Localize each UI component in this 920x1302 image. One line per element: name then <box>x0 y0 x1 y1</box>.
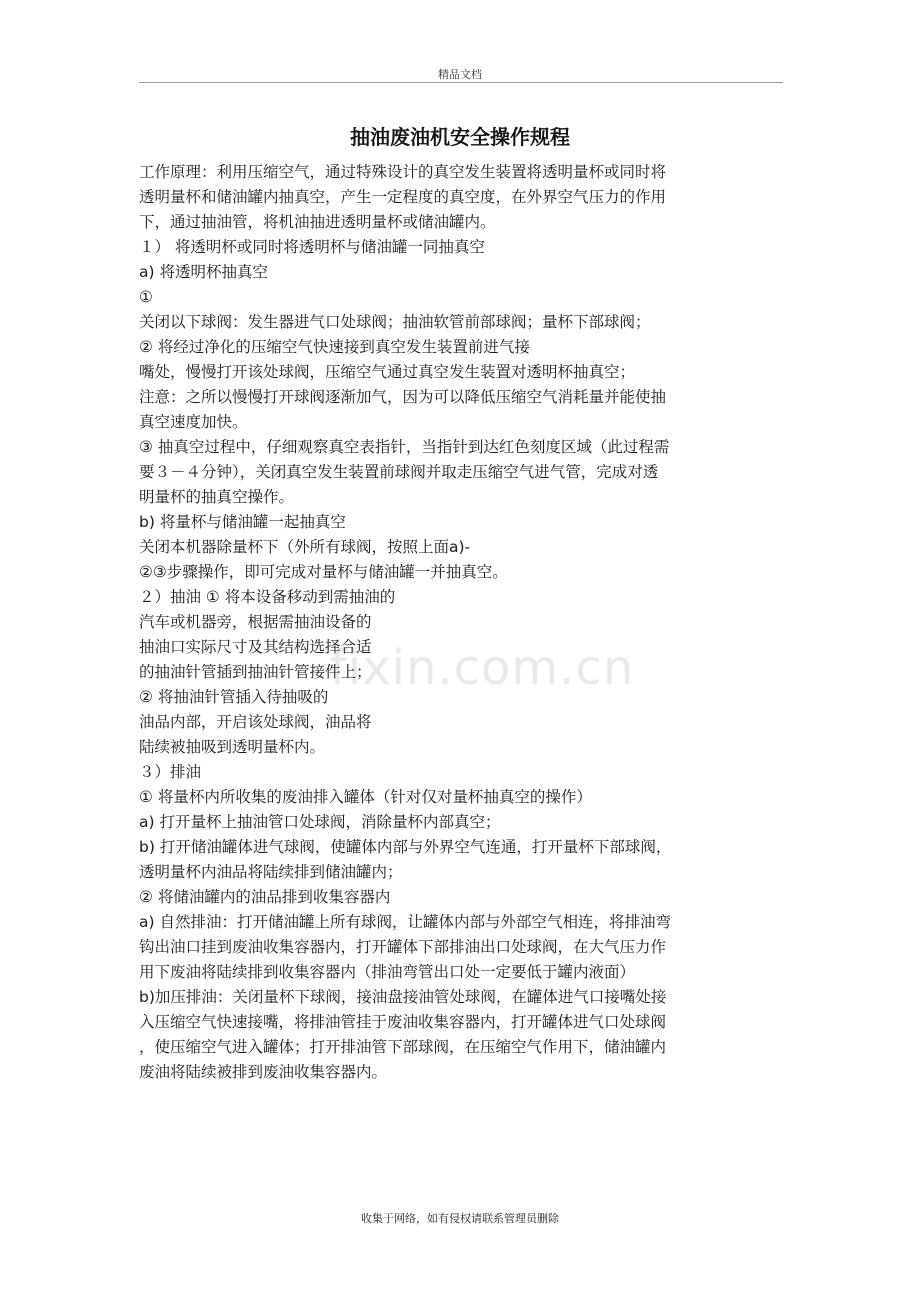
body-line: ② 将抽油针管插入待抽吸的 <box>139 688 329 706</box>
watermark: fixin.com.cn <box>330 640 635 696</box>
body-line: 陆续被抽吸到透明量杯内。 <box>139 738 326 756</box>
body-line: 用下废油将陆续排到收集容器内（排油弯管出口处一定要低于罐内液面） <box>139 963 636 981</box>
body-line: 的抽油针管插到抽油针管接件上； <box>139 663 372 681</box>
body-line: ① 将量杯内所收集的废油排入罐体（针对仅对量杯抽真空的操作） <box>139 788 592 806</box>
body-line: a) 自然排油：打开储油罐上所有球阀，让罐体内部与外部空气相连，将排油弯 <box>139 913 671 931</box>
body-line: b)加压排油：关闭量杯下球阀，接油盘接油管处球阀，在罐体进气口接嘴处接 <box>139 988 667 1006</box>
body-line: 关闭以下球阀：发生器进气口处球阀；抽油软管前部球阀；量杯下部球阀； <box>139 313 651 331</box>
body-line: 真空速度加快。 <box>139 413 248 431</box>
body-line: 明量杯的抽真空操作。 <box>139 488 295 506</box>
body-line: ３）排油 <box>139 763 202 781</box>
body-line: 废油将陆续被排到废油收集容器内。 <box>139 1063 388 1081</box>
body-line: 抽油口实际尺寸及其结构选择合适 <box>139 638 372 656</box>
body-line: b) 将量杯与储油罐一起抽真空 <box>139 513 346 531</box>
body-line: ２）抽油 ① 将本设备移动到需抽油的 <box>139 588 396 606</box>
body-line: b) 打开储油罐体进气球阀，使罐体内部与外界空气连通，打开量杯下部球阀， <box>139 838 672 856</box>
body-line: 透明量杯和储油罐内抽真空，产生一定程度的真空度，在外界空气压力的作用 <box>139 188 667 206</box>
body-line: 油品内部，开启该处球阀，油品将 <box>139 713 372 731</box>
body-line: 工作原理：利用压缩空气，通过特殊设计的真空发生装置将透明量杯或同时将 <box>139 163 667 181</box>
page-footer: 收集于网络，如有侵权请联系管理员删除 <box>361 1212 559 1225</box>
header-divider <box>139 82 783 83</box>
body-line: １） 将透明杯或同时将透明杯与储油罐一同抽真空 <box>139 238 485 256</box>
body-line: 下，通过抽油管，将机油抽进透明量杯或储油罐内。 <box>139 213 496 231</box>
body-line: ② 将储油罐内的油品排到收集容器内 <box>139 888 391 906</box>
page-header: 精品文档 <box>438 68 482 81</box>
document-body <box>139 160 789 1085</box>
body-line: ③ 抽真空过程中，仔细观察真空表指针，当指针到达红色刻度区域（此过程需 <box>139 438 670 456</box>
body-line: 透明量杯内油品将陆续排到储油罐内； <box>139 863 403 881</box>
body-line: 嘴处，慢慢打开该处球阀，压缩空气通过真空发生装置对透明杯抽真空； <box>139 363 636 381</box>
body-line: ① <box>139 288 153 306</box>
body-line: 钩出油口挂到废油收集容器内，打开罐体下部排油出口处球阀，在大气压力作 <box>139 938 667 956</box>
body-line: 入压缩空气快速接嘴，将排油管挂于废油收集容器内，打开罐体进气口处球阀 <box>139 1013 667 1031</box>
body-line: 汽车或机器旁，根据需抽油设备的 <box>139 613 372 631</box>
body-line: ，使压缩空气进入罐体；打开排油管下部球阀，在压缩空气作用下，储油罐内 <box>139 1038 667 1056</box>
body-line: 关闭本机器除量杯下（外所有球阀，按照上面a)- <box>139 538 471 556</box>
document-title: 抽油废油机安全操作规程 <box>350 125 570 149</box>
body-line: a) 将透明杯抽真空 <box>139 263 268 281</box>
body-line: 要３－４分钟），关闭真空发生装置前球阀并取走压缩空气进气管，完成对透 <box>139 463 659 481</box>
body-line: ②③步骤操作，即可完成对量杯与储油罐一并抽真空。 <box>139 563 508 581</box>
body-line: ② 将经过净化的压缩空气快速接到真空发生装置前进气接 <box>139 338 530 356</box>
body-line: a) 打开量杯上抽油管口处球阀，消除量杯内部真空； <box>139 813 501 831</box>
body-line: 注意：之所以慢慢打开球阀逐渐加气，因为可以降低压缩空气消耗量并能使抽 <box>139 388 667 406</box>
